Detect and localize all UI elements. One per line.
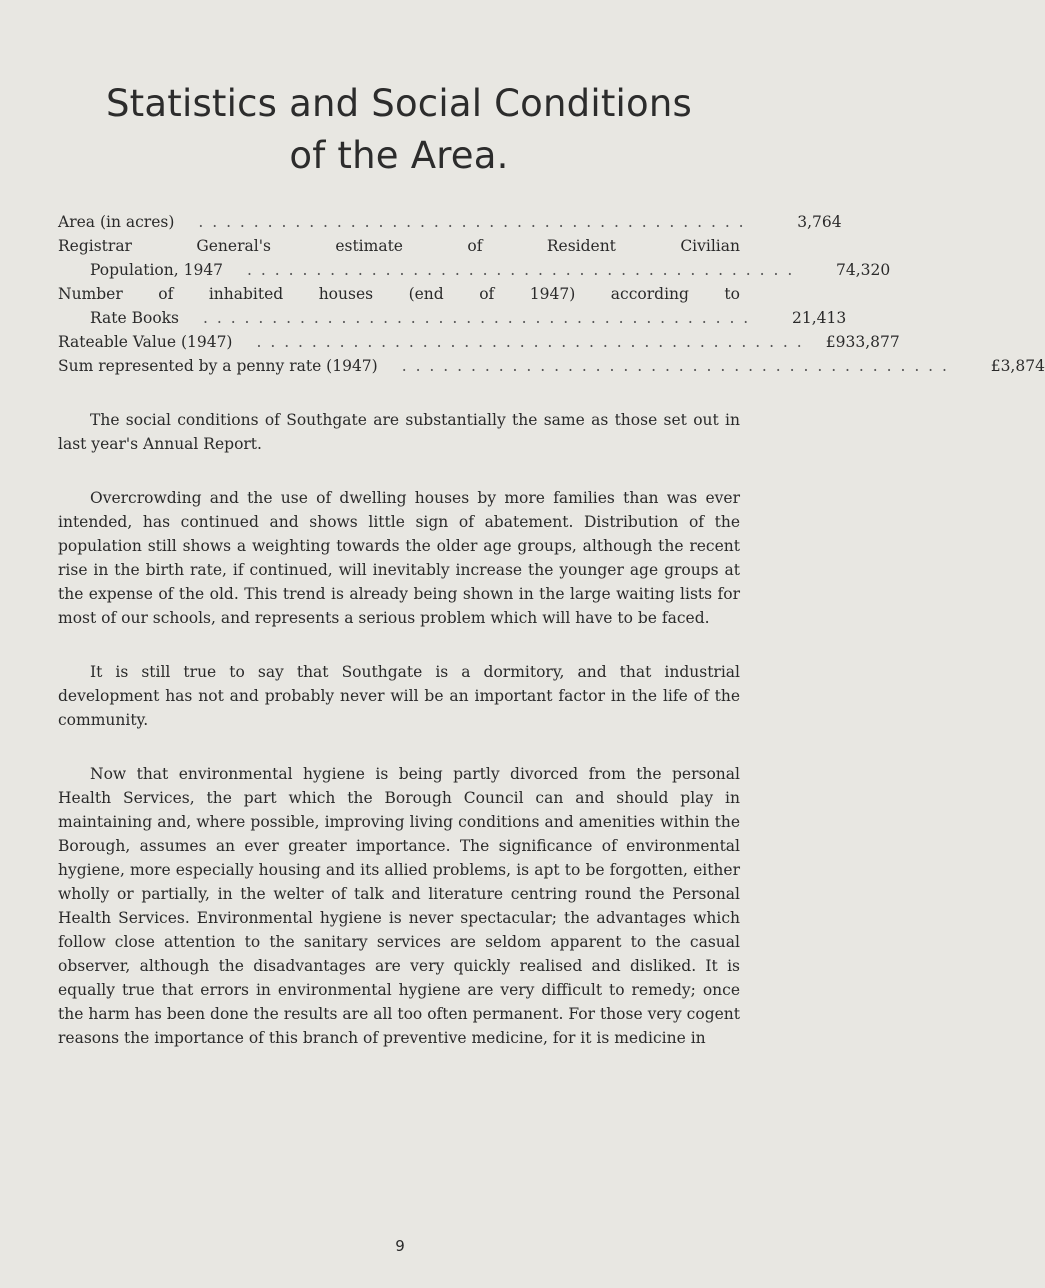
paragraph-overcrowding: Overcrowding and the use of dwelling houses by more families than was ever intended, has continued and shows little sign of abatement. Distribution of the population still shows a weighting towards the older age groups, although the recent rise in the birth rate, if continued, will inevitably increase the younger age groups at the expense of the old. This trend is already being shown in the large waiting lists for most of our schools, and represents a serious problem which will have to be faced. bbox=[58, 489, 740, 627]
leader-dots: . . . . . . . . . . . . . . . . . . . . . . . . . . . . . . . . . . . . . . . . bbox=[203, 309, 751, 327]
stat-value: £3,874 bbox=[990, 357, 1045, 375]
document-page bbox=[58, 78, 1045, 1050]
stat-row-population-line bbox=[58, 258, 891, 282]
paragraph-dormitory: It is still true to say that Southgate is a dormitory, and that industrial development has not and probably never will be an important factor in the life of the community. bbox=[58, 663, 740, 729]
paragraph-social-conditions: The social conditions of Southgate are substantially the same as those set out in last year's Annual Report. bbox=[58, 411, 740, 453]
stat-label: Area (in acres) bbox=[58, 213, 175, 231]
leader-dots: . . . . . . . . . . . . . . . . . . . . . . . . . . . . . . . . . . . . . . . . bbox=[401, 357, 949, 375]
stat-label: Rate Books bbox=[90, 309, 179, 327]
stat-value: 21,413 bbox=[791, 309, 847, 327]
stat-label: Population, 1947 bbox=[90, 261, 224, 279]
stat-label: Sum represented by a penny rate (1947) bbox=[58, 357, 378, 375]
title-line-1: Statistics and Social Conditions bbox=[106, 82, 692, 125]
stat-value: 74,320 bbox=[836, 261, 891, 279]
stat-value: £933,877 bbox=[825, 333, 900, 351]
page-number: 9 bbox=[395, 1237, 405, 1255]
page-title bbox=[58, 78, 740, 182]
paragraph-environmental-hygiene: Now that environmental hygiene is being partly divorced from the personal Health Services, the part which the Borough Council can and should play in maintaining and, where possible, improving living conditions and amenities within the Borough, assumes an ever greater importance. The significance of environmental hygiene, more especially housing and its allied problems, is apt to be forgotten, either wholly or partially, in the welter of talk and literature centring round the Personal Health Services. Environmental hygiene is never spectacular; the advantages which follow close attention to the sanitary services are seldom apparent to the casual observer, although the disadvantages are very quickly realised and disliked. It is equally true that errors in environmental hygiene are very difficult to remedy; once the harm has been done the results are all too often permanent. For those very cogent reasons the importance of this branch of preventive medicine, for it is medicine in bbox=[58, 765, 740, 1047]
statistics-table bbox=[58, 210, 1045, 378]
stat-row-area bbox=[58, 210, 842, 234]
stat-row-rateable-value bbox=[58, 330, 900, 354]
stat-row-houses bbox=[58, 282, 847, 330]
stat-row-population bbox=[58, 234, 891, 282]
leader-dots: . . . . . . . . . . . . . . . . . . . . . . . . . . . . . . . . . . . . . . . . bbox=[198, 213, 746, 231]
stat-row-houses-line bbox=[58, 306, 847, 330]
stat-label-head-text: Registrar General's estimate of Resident Civilian bbox=[58, 237, 740, 255]
stat-label: Rateable Value (1947) bbox=[58, 333, 233, 351]
stat-value: 3,764 bbox=[797, 213, 842, 231]
title-line-2: of the Area. bbox=[289, 134, 509, 177]
leader-dots: . . . . . . . . . . . . . . . . . . . . . . . . . . . . . . . . . . . . . . . . bbox=[256, 333, 804, 351]
stat-label-head bbox=[58, 234, 740, 258]
stat-label-head-text: Number of inhabited houses (end of 1947) according to bbox=[58, 285, 740, 303]
stat-label-head bbox=[58, 282, 740, 306]
stat-row-penny-rate bbox=[58, 354, 1045, 378]
leader-dots: . . . . . . . . . . . . . . . . . . . . . . . . . . . . . . . . . . . . . . . . bbox=[247, 261, 795, 279]
